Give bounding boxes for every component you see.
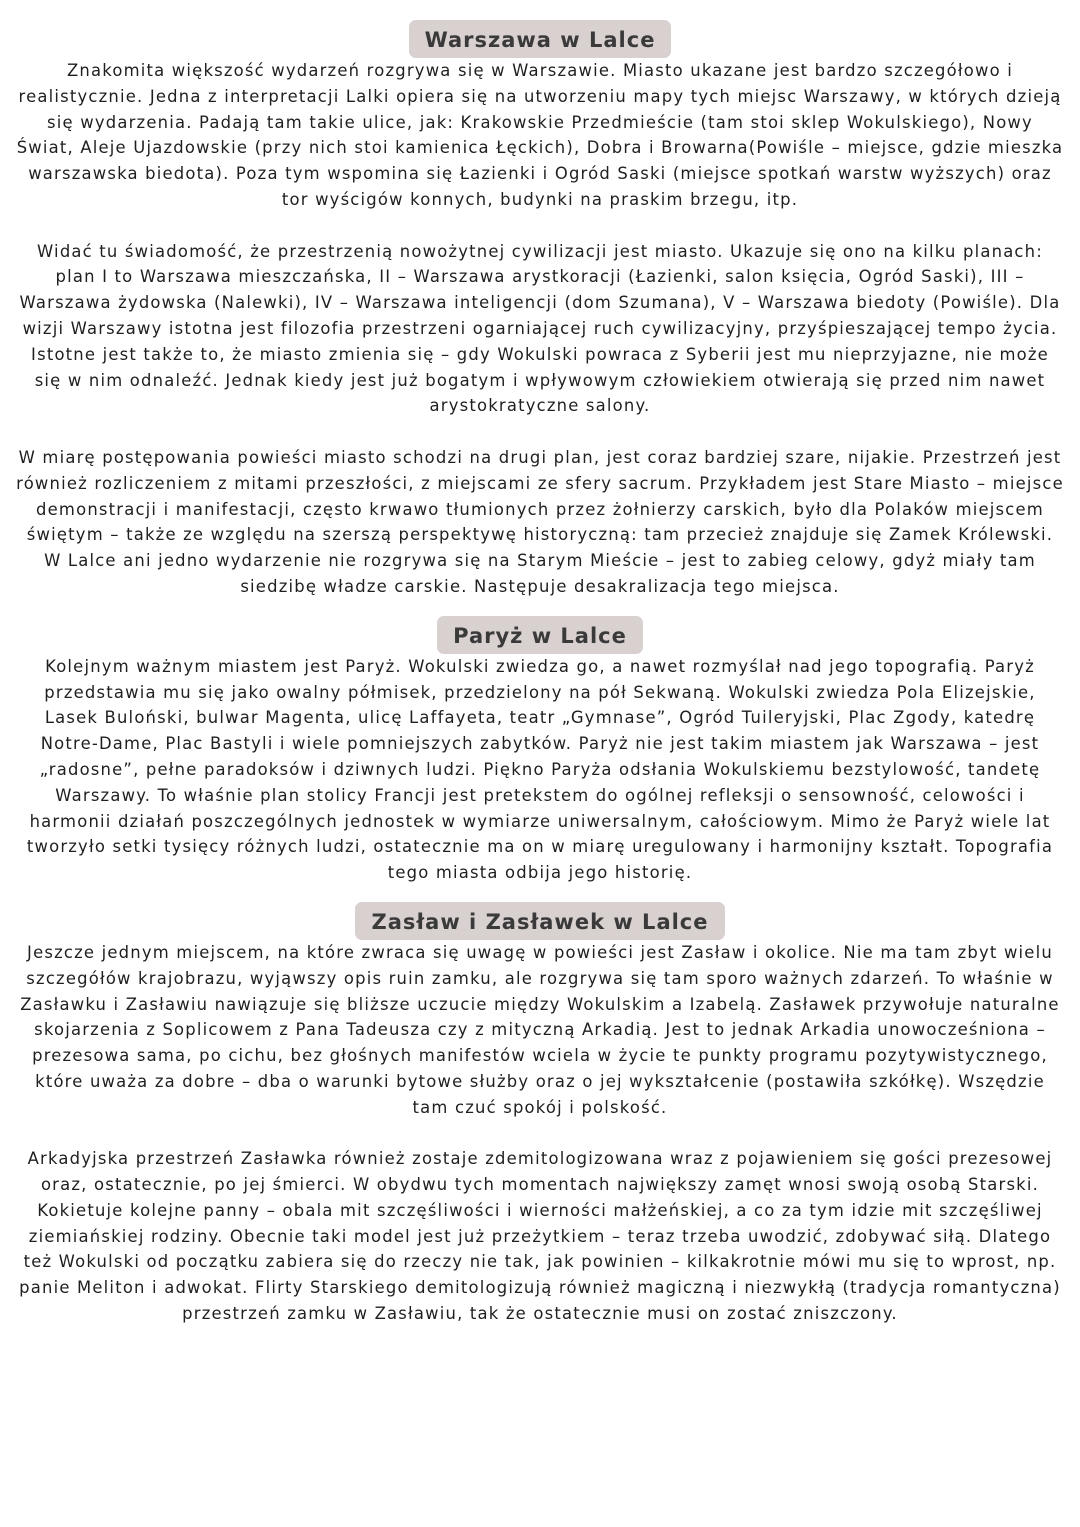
section-warszawa <box>16 20 1064 58</box>
document-page <box>16 20 1064 1327</box>
section-heading: Warszawa w Lalce <box>409 20 672 58</box>
section-heading: Paryż w Lalce <box>437 616 643 654</box>
section-paryz <box>16 616 1064 654</box>
section-zaslaw <box>16 902 1064 940</box>
paragraph: Znakomita większość wydarzeń rozgrywa się w Warszawie. Miasto ukazane jest bardzo szczegółowo i realistycznie. Jedna z interpretacji Lalki opiera się na utworzeniu mapy tych miejsc Warszawy, w których dzieją się wydarzenia. Padają tam takie ulice, jak: Krakowskie Przedmieście (tam stoi sklep Wokulskiego), Nowy Świat, Aleje Ujazdowskie (przy nich stoi kamienica Łęckich), Dobra i Browarna(Powiśle – miejsce, gdzie mieszka warszawska biedota). Poza tym wspomina się Łazienki i Ogród Saski (miejsce spotkań warstw wyższych) oraz tor wyścigów konnych, budynki na praskim brzegu, itp. <box>16 61 1064 209</box>
paragraph: Widać tu świadomość, że przestrzenią nowożytnej cywilizacji jest miasto. Ukazuje się ono na kilku planach: plan I to Warszawa mieszczańska, II – Warszawa arystkoracji (Łazienki, salon księcia, Ogród Saski), III – Warszawa żydowska (Nalewki), IV – Warszawa inteligencji (dom Szumana), V – Warszawa biedoty (Powiśle). Dla wizji Warszawy istotna jest filozofia przestrzeni ogarniającej ruch cywilizacyjny, przyśpieszającej tempo życia. Istotne jest także to, że miasto zmienia się – gdy Wokulski powraca z Syberii jest mu nieprzyjazne, nie może się w nim odnaleźć. Jednak kiedy jest już bogatym i wpływowym człowiekiem otwierają się przed nim nawet arystokratyczne salony. <box>19 241 1061 416</box>
paragraph: Jeszcze jednym miejscem, na które zwraca się uwagę w powieści jest Zasław i okolice. Nie ma tam zbyt wielu szczegółów krajobrazu, wyjąwszy opis ruin zamku, ale rozgrywa się tam sporo ważnych zdarzeń. To właśnie w Zasławku i Zasławiu nawiązuje się bliższe uczucie między Wokulskim a Izabelą. Zasławek przywołuje naturalne skojarzenia z Soplicowem z Pana Tadeusza czy z mityczną Arkadią. Jest to jednak Arkadia unowocześniona – prezesowa sama, po cichu, bez głośnych manifestów wciela w życie te punkty programu pozytywistycznego, które uważa za dobre – dba o warunki bytowe służby oraz o jej wykształcenie (postawiła szkółkę). Wszędzie tam czuć spokój i polskość. <box>20 942 1060 1117</box>
paragraph: Arkadyjska przestrzeń Zasławka również zostaje zdemitologizowana wraz z pojawieniem się gości prezesowej oraz, ostatecznie, po jej śmierci. W obydwu tych momentach największy zamęt wnosi swoją osobą Starski. Kokietuje kolejne panny – obala mit szczęśliwości i wierności małżeńskiej, a co za tym idzie mit szczęśliwej ziemiańskiej rodziny. Obecnie taki model jest już przeżytkiem – teraz trzeba uwodzić, zdobywać siłą. Dlatego też Wokulski od początku zabiera się do rzeczy nie tak, jak powinien – kilkakrotnie mówi mu się to wprost, np. panie Meliton i adwokat. Flirty Starskiego demitologizują również magiczną i niezwykłą (tradycja romantyczna) przestrzeń zamku w Zasławiu, tak że ostatecznie musi on zostać zniszczony. <box>19 1149 1061 1324</box>
section-heading: Zasław i Zasławek w Lalce <box>355 902 724 940</box>
paragraph: Kolejnym ważnym miastem jest Paryż. Wokulski zwiedza go, a nawet rozmyślał nad jego topografią. Paryż przedstawia mu się jako owalny półmisek, przedzielony na pół Sekwaną. Wokulski zwiedza Pola Elizejskie, Lasek Buloński, bulwar Magenta, ulicę Laffayeta, teatr „Gymnase”, Ogród Tuileryjski, Plac Zgody, katedrę Notre-Dame, Plac Bastyli i wiele pomniejszych zabytków. Paryż nie jest takim miastem jak Warszawa – jest „radosne”, pełne paradoksów i dziwnych ludzi. Piękno Paryża odsłania Wokulskiemu bezstylowość, tandetę Warszawy. To właśnie plan stolicy Francji jest pretekstem do ogólnej refleksji o sensowność, celowości i harmonii działań poszczególnych jednostek w wymiarze uniwersalnym, całościowym. Mimo że Paryż wiele lat tworzyło setki tysięcy różnych ludzi, ostatecznie ma on w miarę uregulowany i harmonijny kształt. Topografia tego miasta odbija jego historię. <box>26 656 1054 883</box>
paragraph: W miarę postępowania powieści miasto schodzi na drugi plan, jest coraz bardziej szare, nijakie. Przestrzeń jest również rozliczeniem z mitami przeszłości, z miejscami ze sfery sacrum. Przykładem jest Stare Miasto – miejsce demonstracji i manifestacji, często krwawo tłumionych przez żołnierzy carskich, było dla Polaków miejscem świętym – także ze względu na szerszą perspektywę historyczną: tam przecież znajduje się Zamek Królewski. W Lalce ani jedno wydarzenie nie rozgrywa się na Starym Mieście – jest to zabieg celowy, gdyż miały tam siedzibę władze carskie. Następuje desakralizacja tego miejsca. <box>16 447 1064 596</box>
